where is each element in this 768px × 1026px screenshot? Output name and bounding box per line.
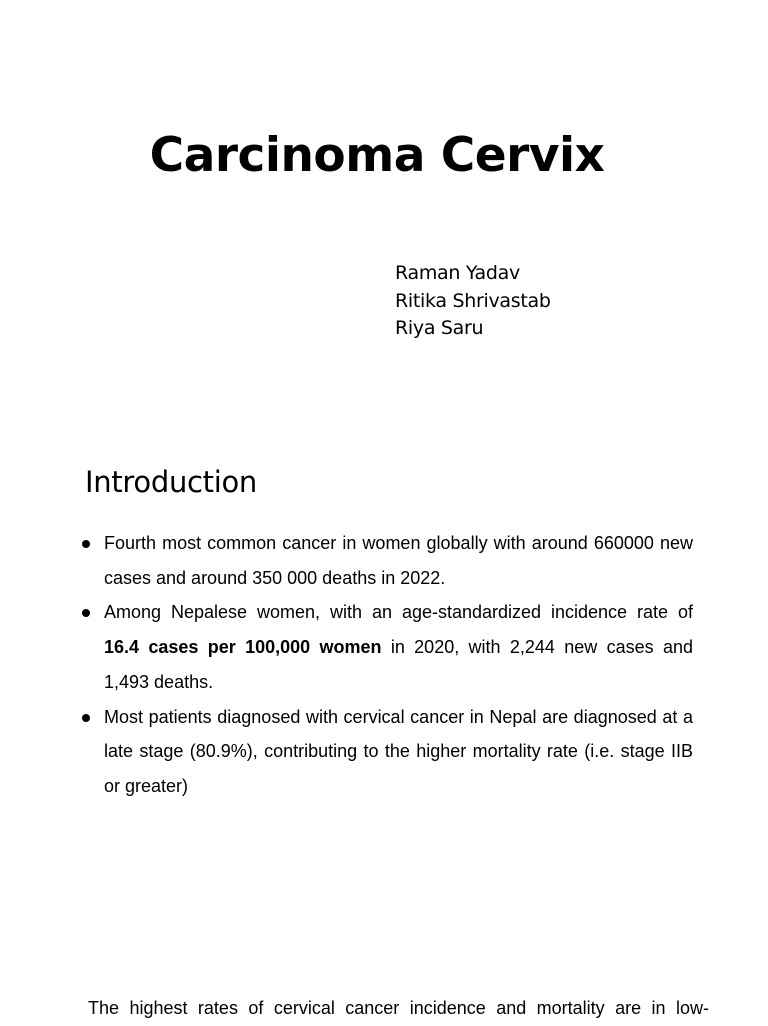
list-item — [104, 526, 693, 595]
list-item — [104, 700, 693, 804]
bullet-text: Fourth most common cancer in women globally with around 660000 new cases and around 350 000 deaths in 2022. — [104, 533, 693, 588]
bullet-icon — [82, 540, 90, 548]
bullet-bold-text: 16.4 cases per 100,000 women — [104, 637, 382, 658]
author-name: Riya Saru — [395, 317, 484, 339]
author-list — [395, 260, 551, 343]
author-name: Ritika Shrivastab — [395, 289, 551, 312]
author-name: Raman Yadav — [395, 262, 520, 284]
introduction-bullet-list — [104, 526, 693, 804]
bullet-text: The highest rates of cervical cancer incidence and mortality are in low- — [88, 998, 709, 1018]
bullet-icon — [82, 714, 90, 722]
list-item — [104, 595, 693, 699]
bullet-icon — [82, 609, 90, 617]
bullet-text: Among Nepalese women, with an age-standardized incidence rate of — [104, 602, 693, 623]
bullet-text: Most patients diagnosed with cervical cancer in Nepal are diagnosed at a late stage (80.9%), contributing to the higher mortality rate (i.e. stage IIB or greater) — [104, 706, 693, 796]
document-title: Carcinoma Cervix — [149, 128, 605, 183]
list-item — [88, 991, 709, 1026]
section-heading-introduction: Introduction — [85, 465, 258, 499]
bullet-text: in 2020, with 2,244 new cases and 1,493 deaths. — [104, 637, 693, 692]
next-page-bullet-list — [88, 991, 709, 1026]
